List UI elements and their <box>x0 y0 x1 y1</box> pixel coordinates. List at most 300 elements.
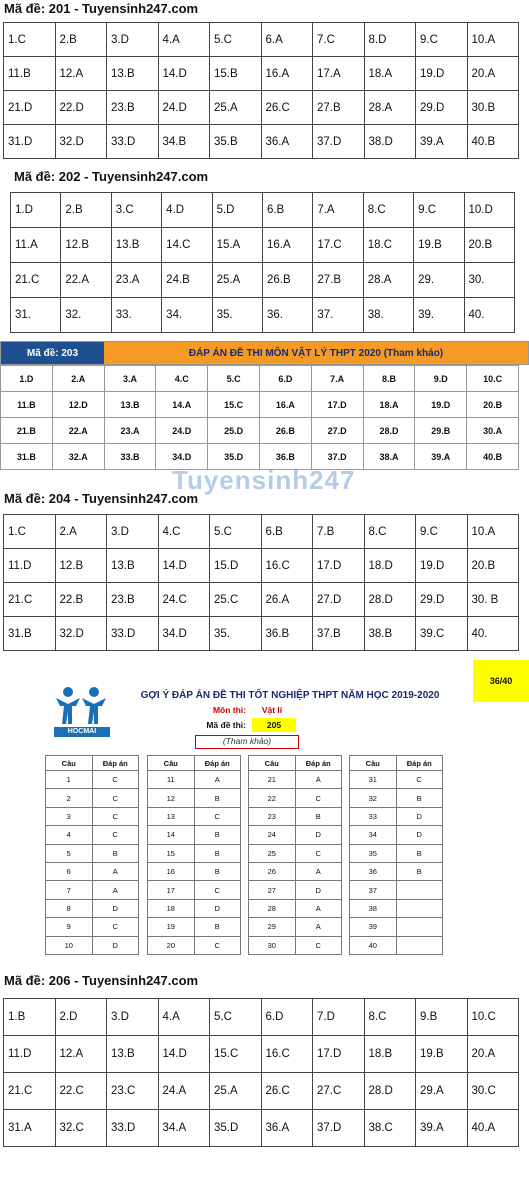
answer-cell: 24.B <box>162 263 212 298</box>
answer-cell: 2.A <box>52 366 104 392</box>
question-number: 16 <box>148 862 195 880</box>
answer-cell: 23.B <box>107 583 159 617</box>
question-number: 40 <box>350 936 397 954</box>
answer-cell: 35.B <box>210 125 262 159</box>
answer-cell: 21.C <box>4 583 56 617</box>
answer-cell: 7.D <box>313 999 365 1036</box>
answer-cell: 13.B <box>107 1036 159 1073</box>
table-row <box>148 862 241 880</box>
answer-cell: 15.A <box>212 228 262 263</box>
table-row <box>46 771 139 789</box>
answer-cell: 18.A <box>363 392 415 418</box>
answer-value: A <box>295 771 342 789</box>
answer-row <box>4 999 519 1036</box>
answer-value: B <box>194 862 241 880</box>
answer-value: B <box>92 844 139 862</box>
answer-cell: 24.D <box>158 91 210 125</box>
question-number: 17 <box>148 881 195 899</box>
answer-cell: 14.D <box>158 57 210 91</box>
answer-value: C <box>92 826 139 844</box>
answer-cell: 28.D <box>364 583 416 617</box>
question-number: 18 <box>148 899 195 917</box>
answer-cell: 30.C <box>467 1073 519 1110</box>
answer-cell: 38.B <box>364 617 416 651</box>
answer-cell: 31.B <box>4 617 56 651</box>
answer-value: B <box>194 789 241 807</box>
answer-cell: 24.A <box>158 1073 210 1110</box>
answer-row <box>1 392 519 418</box>
answer-value <box>396 899 443 917</box>
reference-note: (Tham khảo) <box>195 735 299 749</box>
answer-cell: 32.D <box>55 617 107 651</box>
table-row <box>249 807 342 825</box>
answer-value: C <box>194 881 241 899</box>
exam-206-section <box>0 972 529 1147</box>
answer-cell: 4.D <box>162 193 212 228</box>
answer-cell: 20.B <box>464 228 514 263</box>
answer-cell: 40.B <box>467 444 519 470</box>
answer-cell: 32.C <box>55 1110 107 1147</box>
answer-cell: 4.A <box>158 999 210 1036</box>
answer-cell: 3.D <box>107 23 159 57</box>
answer-cell: 10.A <box>467 515 519 549</box>
table-row <box>249 881 342 899</box>
answer-cell: 14.D <box>158 1036 210 1073</box>
answer-cell: 25.A <box>210 91 262 125</box>
question-number: 1 <box>46 771 93 789</box>
answer-cell: 13.B <box>107 549 159 583</box>
answer-cell: 21.D <box>4 91 56 125</box>
answer-cell: 40. <box>467 617 519 651</box>
table-row <box>350 881 443 899</box>
answer-cell: 20.B <box>467 392 519 418</box>
table-row <box>46 899 139 917</box>
question-number: 15 <box>148 844 195 862</box>
exam-204-table <box>3 514 519 651</box>
answer-cell: 11.A <box>11 228 61 263</box>
answer-cell: 1.D <box>11 193 61 228</box>
answer-cell: 20.A <box>467 57 519 91</box>
answer-cell: 33.D <box>107 125 159 159</box>
table-row <box>350 789 443 807</box>
table-row <box>350 936 443 954</box>
answer-row <box>4 23 519 57</box>
answer-cell: 40.A <box>467 1110 519 1147</box>
answer-value <box>396 881 443 899</box>
exam-203-section <box>0 341 529 495</box>
answer-cell: 34.B <box>158 125 210 159</box>
column-header: Đáp án <box>92 756 139 771</box>
exam-204-title: Mã đề: 204 - Tuyensinh247.com <box>4 491 199 506</box>
answer-cell: 2.D <box>55 999 107 1036</box>
answer-cell: 1.C <box>4 515 56 549</box>
answer-cell: 7.B <box>313 515 365 549</box>
exam-203-heading: ĐÁP ÁN ĐỀ THI MÔN VẬT LÝ THPT 2020 (Tham khảo) <box>104 342 528 364</box>
answer-row <box>11 298 515 333</box>
column-header: Câu <box>46 756 93 771</box>
question-number: 24 <box>249 826 296 844</box>
answer-key-table <box>349 755 443 955</box>
answer-cell: 5.C <box>210 999 262 1036</box>
answer-row <box>4 583 519 617</box>
answer-cell: 26.C <box>261 91 313 125</box>
answer-cell: 33.D <box>107 1110 159 1147</box>
answer-cell: 30.B <box>467 91 519 125</box>
answer-cell: 36.B <box>259 444 311 470</box>
answer-value: D <box>92 899 139 917</box>
table-row <box>46 862 139 880</box>
answer-value: D <box>194 899 241 917</box>
answer-cell: 29.D <box>416 583 468 617</box>
answer-cell: 7.A <box>311 366 363 392</box>
answer-value: D <box>396 826 443 844</box>
answer-cell: 7.A <box>313 193 363 228</box>
question-number: 39 <box>350 918 397 936</box>
question-number: 6 <box>46 862 93 880</box>
answer-value: B <box>396 789 443 807</box>
answer-cell: 32. <box>61 298 111 333</box>
answer-cell: 20.B <box>467 549 519 583</box>
answer-cell: 15.C <box>208 392 260 418</box>
exam-203-header <box>0 341 529 365</box>
answer-cell: 29.D <box>416 91 468 125</box>
answer-cell: 16.C <box>261 549 313 583</box>
answer-cell: 7.C <box>313 23 365 57</box>
answer-cell: 2.B <box>55 23 107 57</box>
answer-cell: 15.D <box>210 549 262 583</box>
question-number: 19 <box>148 918 195 936</box>
answer-cell: 16.C <box>261 1036 313 1073</box>
answer-value: D <box>92 936 139 954</box>
answer-value: C <box>92 789 139 807</box>
answer-value: D <box>295 881 342 899</box>
answer-cell: 24.D <box>156 418 208 444</box>
answer-cell: 25.C <box>210 583 262 617</box>
answer-cell: 40.B <box>467 125 519 159</box>
answer-key-table <box>147 755 241 955</box>
table-row <box>148 899 241 917</box>
question-number: 27 <box>249 881 296 899</box>
answer-cell: 9.C <box>416 515 468 549</box>
answer-cell: 39.A <box>416 125 468 159</box>
answer-cell: 5.C <box>210 23 262 57</box>
table-row <box>46 844 139 862</box>
answer-row <box>4 57 519 91</box>
answer-cell: 10.C <box>467 366 519 392</box>
answer-cell: 13.B <box>104 392 156 418</box>
answer-cell: 3.A <box>104 366 156 392</box>
answer-cell: 3.C <box>111 193 161 228</box>
table-row <box>148 936 241 954</box>
answer-cell: 28.D <box>364 1073 416 1110</box>
answer-cell: 33.D <box>107 617 159 651</box>
answer-cell: 25.A <box>210 1073 262 1110</box>
exam-205-title: GỢI Ý ĐÁP ÁN ĐỀ THI TỐT NGHIỆP THPT NĂM HỌC 2019-2020 <box>140 690 440 701</box>
answer-cell: 10.A <box>467 23 519 57</box>
table-row <box>249 826 342 844</box>
answer-cell: 4.C <box>158 515 210 549</box>
answer-value: B <box>194 844 241 862</box>
answer-cell: 35.D <box>210 1110 262 1147</box>
table-row <box>350 771 443 789</box>
answer-cell: 37.D <box>313 1110 365 1147</box>
answer-cell: 27.B <box>313 91 365 125</box>
answer-cell: 39.C <box>416 617 468 651</box>
answer-cell: 23.A <box>104 418 156 444</box>
question-number: 7 <box>46 881 93 899</box>
answer-cell: 31.B <box>1 444 53 470</box>
answer-cell: 9.D <box>415 366 467 392</box>
exam-201-table <box>3 22 519 159</box>
column-header: Câu <box>249 756 296 771</box>
answer-cell: 29.B <box>415 418 467 444</box>
table-row <box>46 789 139 807</box>
answer-cell: 26.B <box>262 263 312 298</box>
column-header: Câu <box>148 756 195 771</box>
answer-cell: 14.C <box>162 228 212 263</box>
answer-cell: 37.B <box>313 617 365 651</box>
answer-row <box>11 228 515 263</box>
answer-row <box>1 366 519 392</box>
answer-cell: 34. <box>162 298 212 333</box>
question-number: 29 <box>249 918 296 936</box>
answer-cell: 22.C <box>55 1073 107 1110</box>
answer-key-table <box>45 755 139 955</box>
table-row <box>249 771 342 789</box>
answer-cell: 17.A <box>313 57 365 91</box>
answer-cell: 22.A <box>61 263 111 298</box>
answer-cell: 14.D <box>158 549 210 583</box>
answer-cell: 27.D <box>313 583 365 617</box>
answer-cell: 18.B <box>364 1036 416 1073</box>
code-value: 205 <box>252 718 296 732</box>
answer-cell: 35. <box>210 617 262 651</box>
question-number: 26 <box>249 862 296 880</box>
answer-cell: 37.D <box>313 125 365 159</box>
score-badge: 36/40 <box>473 660 529 702</box>
answer-value <box>396 936 443 954</box>
answer-value: C <box>92 771 139 789</box>
question-number: 12 <box>148 789 195 807</box>
question-number: 22 <box>249 789 296 807</box>
answer-cell: 15.B <box>210 57 262 91</box>
subject-label: Môn thi: <box>212 705 246 715</box>
table-row <box>350 807 443 825</box>
table-row <box>350 844 443 862</box>
answer-cell: 30. <box>464 263 514 298</box>
answer-cell: 31.D <box>4 125 56 159</box>
exam-205-section <box>0 660 529 960</box>
table-row <box>148 881 241 899</box>
answer-cell: 23.C <box>107 1073 159 1110</box>
subject-value: Vật lí <box>261 705 283 715</box>
answer-value: A <box>194 771 241 789</box>
answer-cell: 34.A <box>158 1110 210 1147</box>
question-number: 13 <box>148 807 195 825</box>
answer-cell: 18.C <box>363 228 413 263</box>
answer-value: C <box>295 936 342 954</box>
answer-cell: 6.D <box>261 999 313 1036</box>
table-row <box>249 789 342 807</box>
answer-cell: 11.D <box>4 1036 56 1073</box>
answer-cell: 13.B <box>111 228 161 263</box>
question-number: 21 <box>249 771 296 789</box>
answer-cell: 17.D <box>313 549 365 583</box>
answer-key-table <box>248 755 342 955</box>
answer-cell: 21.C <box>4 1073 56 1110</box>
answer-cell: 2.B <box>61 193 111 228</box>
exam-206-table <box>3 998 519 1147</box>
answer-cell: 15.C <box>210 1036 262 1073</box>
table-row <box>148 807 241 825</box>
table-row <box>46 826 139 844</box>
column-header: Đáp án <box>396 756 443 771</box>
exam-202-section <box>0 168 529 328</box>
answer-value: B <box>396 862 443 880</box>
answer-row <box>4 1110 519 1147</box>
answer-cell: 33.B <box>104 444 156 470</box>
answer-cell: 25.A <box>212 263 262 298</box>
question-number: 23 <box>249 807 296 825</box>
answer-cell: 36.A <box>261 125 313 159</box>
table-row <box>350 899 443 917</box>
answer-row <box>4 1036 519 1073</box>
answer-cell: 8.C <box>364 515 416 549</box>
answer-value: C <box>295 844 342 862</box>
question-number: 38 <box>350 899 397 917</box>
answer-cell: 9.C <box>414 193 464 228</box>
answer-cell: 22.B <box>55 583 107 617</box>
answer-cell: 6.B <box>261 515 313 549</box>
table-row <box>350 826 443 844</box>
answer-cell: 19.B <box>416 1036 468 1073</box>
answer-cell: 26.B <box>259 418 311 444</box>
answer-cell: 40. <box>464 298 514 333</box>
table-row <box>46 881 139 899</box>
answer-cell: 4.C <box>156 366 208 392</box>
code-label: Mã đề thi: <box>206 720 246 730</box>
question-number: 28 <box>249 899 296 917</box>
answer-cell: 38.A <box>363 444 415 470</box>
answer-cell: 35. <box>212 298 262 333</box>
answer-row <box>4 515 519 549</box>
exam-206-title: Mã đề: 206 - Tuyensinh247.com <box>4 973 199 988</box>
exam-202-table <box>10 192 515 333</box>
table-row <box>350 862 443 880</box>
answer-row <box>11 263 515 298</box>
answer-cell: 5.C <box>210 515 262 549</box>
answer-cell: 17.D <box>313 1036 365 1073</box>
answer-cell: 19.D <box>416 549 468 583</box>
answer-cell: 19.D <box>415 392 467 418</box>
answer-value: A <box>295 862 342 880</box>
answer-cell: 31. <box>11 298 61 333</box>
answer-cell: 16.A <box>261 57 313 91</box>
table-row <box>249 936 342 954</box>
answer-cell: 22.A <box>52 418 104 444</box>
exam-201-title: Mã đề: 201 - Tuyensinh247.com <box>4 1 199 16</box>
answer-cell: 12.B <box>55 549 107 583</box>
answer-cell: 39.A <box>416 1110 468 1147</box>
table-row <box>350 918 443 936</box>
question-number: 31 <box>350 771 397 789</box>
answer-cell: 11.B <box>4 57 56 91</box>
answer-value: B <box>295 807 342 825</box>
answer-cell: 37. <box>313 298 363 333</box>
answer-cell: 29. <box>414 263 464 298</box>
answer-cell: 23.B <box>107 91 159 125</box>
question-number: 14 <box>148 826 195 844</box>
answer-cell: 27.D <box>311 418 363 444</box>
answer-cell: 1.B <box>4 999 56 1036</box>
answer-cell: 27.B <box>313 263 363 298</box>
answer-cell: 29.A <box>416 1073 468 1110</box>
answer-cell: 1.C <box>4 23 56 57</box>
answer-cell: 32.D <box>55 125 107 159</box>
answer-cell: 30. B <box>467 583 519 617</box>
answer-cell: 11.B <box>1 392 53 418</box>
answer-cell: 39.A <box>415 444 467 470</box>
exam-204-section <box>0 490 529 650</box>
answer-cell: 5.D <box>212 193 262 228</box>
question-number: 34 <box>350 826 397 844</box>
answer-cell: 30.A <box>467 418 519 444</box>
answer-value: C <box>295 789 342 807</box>
answer-cell: 6.B <box>262 193 312 228</box>
answer-value <box>396 918 443 936</box>
answer-cell: 8.D <box>364 23 416 57</box>
answer-value: A <box>92 862 139 880</box>
answer-cell: 18.A <box>364 57 416 91</box>
answer-cell: 10.C <box>467 999 519 1036</box>
logo-text: HOCMAI <box>54 727 110 737</box>
table-row <box>249 918 342 936</box>
answer-cell: 12.D <box>52 392 104 418</box>
question-number: 32 <box>350 789 397 807</box>
answer-cell: 9.C <box>416 23 468 57</box>
question-number: 25 <box>249 844 296 862</box>
answer-cell: 35.D <box>208 444 260 470</box>
answer-cell: 12.B <box>61 228 111 263</box>
table-row <box>249 899 342 917</box>
answer-value: C <box>92 807 139 825</box>
answer-cell: 28.A <box>363 263 413 298</box>
question-number: 4 <box>46 826 93 844</box>
question-number: 10 <box>46 936 93 954</box>
answer-cell: 28.D <box>363 418 415 444</box>
question-number: 30 <box>249 936 296 954</box>
answer-cell: 36. <box>262 298 312 333</box>
answer-value: D <box>396 807 443 825</box>
column-header: Câu <box>350 756 397 771</box>
answer-value: C <box>92 918 139 936</box>
table-row <box>148 771 241 789</box>
exam-203-table <box>0 365 519 470</box>
answer-cell: 16.A <box>259 392 311 418</box>
answer-cell: 3.D <box>107 515 159 549</box>
answer-cell: 8.B <box>363 366 415 392</box>
answer-cell: 27.C <box>313 1073 365 1110</box>
table-row <box>249 844 342 862</box>
column-header: Đáp án <box>194 756 241 771</box>
answer-cell: 22.D <box>55 91 107 125</box>
answer-cell: 12.A <box>55 1036 107 1073</box>
exam-202-title: Mã đề: 202 - Tuyensinh247.com <box>14 169 209 184</box>
answer-cell: 12.A <box>55 57 107 91</box>
answer-cell: 23.A <box>111 263 161 298</box>
answer-value: C <box>194 936 241 954</box>
exam-201-section <box>0 0 529 162</box>
